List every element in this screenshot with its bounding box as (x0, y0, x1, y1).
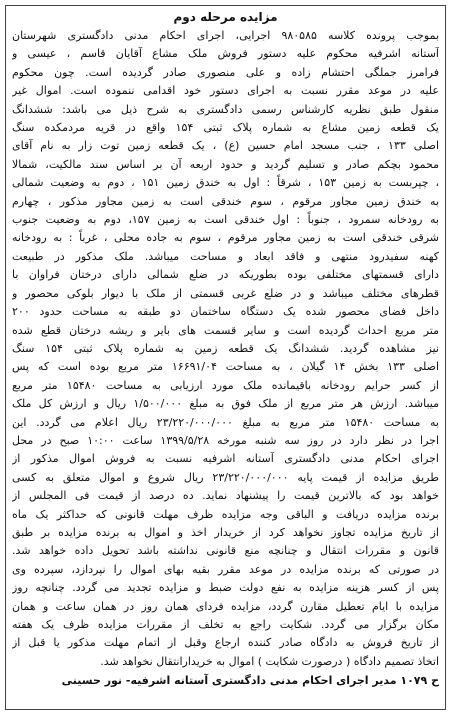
notice-text-line: کهنه سفیدرود منتهی و فاقد ابعاد و مساحت میباشد. ملک مذکور در طبیعت (12, 249, 439, 263)
notice-text-line: از تاریخ مزایده تجاوز نخواهد کرد از خریدار اخذ و اموال به برنده مزایده بر طبق (12, 525, 439, 539)
notice-text-line: اتخاذ تصمیم دادگاه ( درصورت شکایت ) اموال به خریدارانتقال نخواهد شد. (100, 654, 439, 668)
notice-text-line: دارای قسمتهای مختلفی بوده بطوریکه در ضلع شمالی دارای درختان فراوان با (12, 268, 439, 282)
notice-text-line: قانون و مقررات انتقال و چنانچه منع قانونی نداشته باشد تحویل داده خواهد شد. (12, 544, 439, 558)
notice-text-line: طریق مزایده از قیمت پایه ۲۳/۲۲۰/۰۰۰/۰۰۰ ریال شروع و اموال متعلق به کسی (12, 470, 439, 484)
notice-text-line: اجرا در نظر دارد در روز سه شنبه مورخه ۱۳۹۹/۵/۲۸ ساعت ۱۰:۰۰ صبح در محل (12, 433, 439, 447)
notice-text-line: به مساحت ۱۵۴۸۰ متر مربع به مبلغ ۲۳/۲۲۰/۰۰۰/۰۰۰ ریال اعلام می گردد. این (12, 415, 439, 429)
notice-text-line: آستانه اشرفیه محکوم علیه دستور فروش ملک مشاع آقایان قاسم ، عیسی و (12, 47, 439, 61)
notice-text-line: میباشد. ارزش هر متر مربع از ملک فوق به مبلغ ۱/۵۰۰/۰۰۰ ریال و ارزش کل ملک (12, 397, 439, 411)
notice-text-line: اصلی ۱۳۳ بخش ۱۴ گیلان ، به مساحت ۱۶۶۹۱/۰۴ متر مربع بوده است که پس (12, 360, 439, 374)
notice-text-line: یک قطعه زمین مشاع به شماره پلاک ثبتی ۱۵۴ واقع در قریه مردمکده سنگ (12, 121, 439, 135)
notice-footer-signature: ح ۱۰۷۹ مدیر اجرای احکام مدنی دادگستری آستانه اشرفیه- نور حسینی (61, 674, 439, 688)
notice-text-line: فرامرز جملگی احتشام زاده و علی منصوری صادر گردیده است. چون محکوم (12, 65, 439, 79)
notice-text-line: اصلی ۱۳۳ ، جنب مسجد امام حسین (ع) ، یک قطعه زمین توت زار به نام آقای (12, 139, 439, 153)
notice-text-line: داخل فضای محصور شده یک دستگاه ساختمان دو طبقه به مساحت حدود ۲۰۰ (12, 305, 439, 319)
notice-title: مزایده مرحله دوم (173, 10, 278, 24)
notice-text-line: مکان برگزار می گردد. شکایت راجع به تخلف از مقررات مزایده ظرف یک هفته (12, 618, 439, 631)
notice-text-line: در صورتی که برنده مزایده در موعد مقرر بقیه بهای اموال را نپردازد، سپرده وی (12, 562, 439, 576)
notice-text-line: از تاریخ فروش به دادگاه صادر کننده ارجاع وقبل از اتمام مهلت مذکور یا قبل از (12, 636, 439, 650)
notice-text-line: مزایده با ایام تعطیل مقارن گردد، مزایده فردای همان روز در همان ساعت و همان (12, 599, 439, 613)
notice-text-line: علیه در موعد مقرر نسبت به اجرای دستور خود اقدامی ننموده است. اموال غیر (12, 84, 439, 98)
notice-text-line: ، چپربست به زمین ۱۵۳ ، شرقاً : اول به خندق زمین ۱۵۱ ، دوم به وضعیت شمالی (12, 176, 439, 190)
notice-text-line: متر مربع احداث گردیده است و سایر قسمت های بایر و ریشه درختان قطع شده (12, 323, 439, 337)
notice-text-line: نیز مشاهده گردید. ششدانگ یک قطعه زمین به شماره پلاک ثبتی ۱۵۴ سنگ (12, 341, 439, 355)
notice-text-line: از کسر حرایم رودخانه باقیمانده ملک مورد ارزیابی به مساحت ۱۵۴۸۰ متر مربع (12, 378, 439, 392)
notice-text-line: منقول طبق نظریه کارشناس رسمی دادگستری به شرح ذیل می باشد: ششدانگ (12, 102, 439, 116)
notice-text-line: بموجب پرونده کلاسه ۹۸۰۵۸۵ اجرایی، اجرای احکام مدنی دادگستری شهرستان (12, 29, 439, 42)
notice-frame (5, 5, 446, 710)
notice-text-line: شرقی خندقی است به زمین مجاور مرقوم ، سوم به جاده محلی ، غرباً : به رودخانه (12, 231, 439, 245)
notice-text-line: قطرهای مختلف میباشد و در ضلع غربی قسمتی از ملک با دیوار بلوکی محصور و (12, 286, 439, 300)
notice-body (12, 27, 439, 671)
notice-text-line: اجرای احکام مدنی دادگستری آستانه اشرفیه نسبت به فروش اموال مذکور از (12, 452, 439, 466)
notice-text-line: برنده مزایده دریافت و الباقی وجه مزایده ظرف مهلت قانونی که حداکثر یک ماه (12, 507, 439, 521)
notice-text-line: محمود بچکم صادر و تسلیم گردید و حدود اربعه آن بر اساس سند مالکیت، شمالا (12, 157, 439, 171)
notice-text-line: به رودخانه سمرود ، جنوباً : اول خندقی است به زمین ۱۵۷، دوم به وضعیت جنوب (12, 213, 439, 227)
notice-text-line: خواهد بود که بالاترین قیمت را پیشنهاد نماید. ده درصد از قیمت فی المجلس از (12, 489, 439, 503)
notice-text-line: پس از کسر هزینه مزایده به نفع دولت ضبط و مزایده تجدید می گردد. چنانچه روز (12, 581, 439, 595)
notice-text-line: به خندق زمین مجاور مرقوم ، سوم خندقی است به زمین مجاور مذکور ، چهارم (12, 194, 439, 208)
